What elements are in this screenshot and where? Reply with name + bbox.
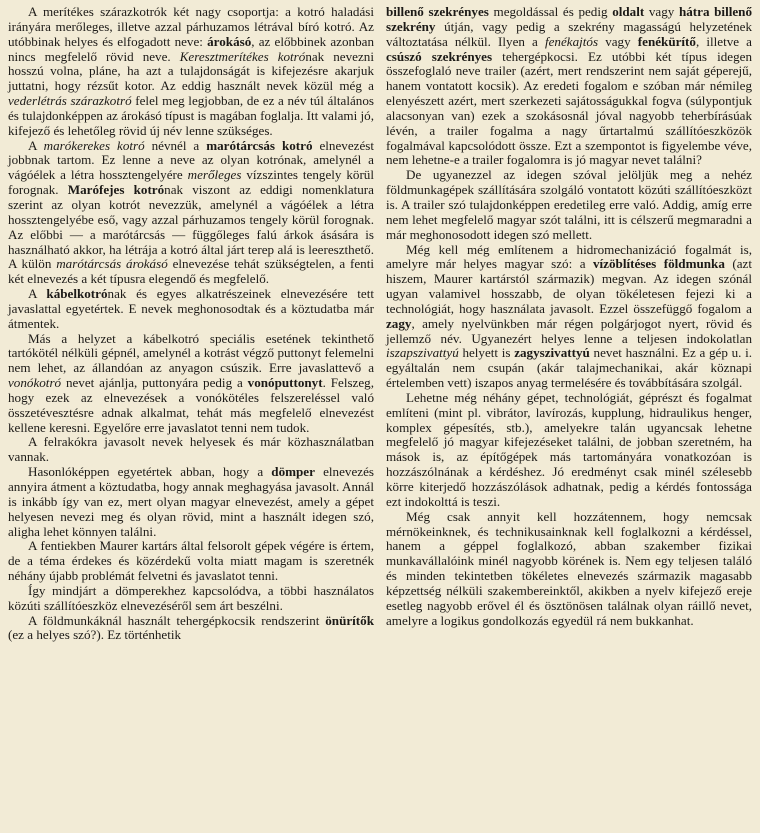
text-run: (ez a helyes szó?). Ez történhetik xyxy=(8,627,182,643)
paragraph xyxy=(8,539,374,584)
italic-term: vederlétrás szárazkotró xyxy=(8,93,132,109)
text-run: nevet használni. Ez a gép u. i. egyáltalán nem csupán (akár talajmechanikai, akár köznapi értelemben vett) iszapos anyag termelésére és továbbítására szolgál. xyxy=(386,345,753,391)
text-run: A merítékes szárazkotrók két nagy csoportja: a kotró haladási irányára merőleges, illetve azzal párhuzamos létrával bíró kotró. Az utóbbinak helyes és elfogadott neve: xyxy=(8,4,374,49)
paragraph xyxy=(8,287,374,332)
bold-term: vízöblítéses földmunka xyxy=(593,256,725,272)
bold-term: csúszó szekrényes xyxy=(386,48,493,64)
text-run: , amely nyelvünkben már régen polgárjogot nyert, rövid és jellemző név. Ugyanezért helyes lenne a teljesen indokolatlan xyxy=(386,315,752,346)
text-run: Más a helyzet a kábelkotró speciális esetének tekinthető tartókötél nélküli gépnél, amelynél a kotrást végző puttonyt felemelni nem lehet, az állandóan az anyagon csúszik. Erre javaslattevő a xyxy=(8,330,374,376)
italic-term: merőleges xyxy=(187,167,242,183)
bold-term: fenékürítő xyxy=(637,33,696,49)
text-run: De ugyanezzel az idegen szóval jelöljük meg a nehéz földmunkagépek szállítására szolgáló vontatott közúti szállítóeszközt is. A trailer szó tulajdonképpen eredetileg erre való. Addig, amíg erre nem lehet megfelelő magyar szót találni, itt is célszerű megmaradni a már meghonosodott idegen szó mellett. xyxy=(386,167,752,242)
text-run: (azt hiszem, Maurer kartárstól származik) megvan. Az idegen szónál ugyan valamivel hosszabb, de olyan tökéletesen fejezi ki a technológiát, hogy használata javasolt. Ezzel összefüggő fogalom a xyxy=(386,256,752,316)
bold-term: zagy xyxy=(386,315,412,331)
bold-term: árokásó xyxy=(207,33,252,49)
text-run: nevet ajánlja, puttonyára pedig a xyxy=(61,375,248,391)
text-run: A földmunkáknál használt tehergépkocsik rendszerint xyxy=(28,612,326,628)
text-run: felel meg legjobban, de ez a név túl általános és tulajdonképpen az árokásó típust is magában foglalja. Itt valami jó, kifejező és lehetőleg rövid új név lenne szükséges. xyxy=(8,93,374,138)
text-run: nak viszont az eddigi nomenklatura szerint az olyan kotrót nevezzük, amelynél a vágóélek a létra hossztengelyébe eső, vagy azzal párhuzamos tengely körül forognak. Az előbbi — a marótárcsás — függőleges falú árkok ásására is használható akkor, ha létrája a kotró által járt terep alá is leereszthető. A külön xyxy=(8,182,374,272)
text-run: elnevezést jobbnak tartom. Ez lenne a neve az olyan kotrónak, amelynél a vágóélek a létra hossztengelyére xyxy=(8,137,374,183)
italic-term: iszapszivattyú xyxy=(386,345,459,361)
text-run: A felrakókra javasolt nevek helyesek és már közhasználatban vannak. xyxy=(8,434,374,465)
text-run: vízszintes tengely körül forognak. xyxy=(8,167,374,198)
paragraph xyxy=(386,391,752,510)
bold-term: vonóputtonyt xyxy=(247,375,323,391)
text-run: , az előbbinek azonban nincs megfelelő rövid neve. xyxy=(8,33,374,64)
left-column xyxy=(8,5,374,829)
text-run: Hasonlóképpen egyetértek abban, hogy a xyxy=(28,464,272,480)
paragraph xyxy=(8,465,374,539)
text-run: elnevezése tehát szükségtelen, a fenti két elnevezés a két típusra elegendő és megfelelő. xyxy=(8,256,375,287)
text-run: Még csak annyit kell hozzátennem, hogy nemcsak mérnökeinknek, és technikusainknak kell foglalkozni a kérdéssel, hanem a géppel foglalkozó, abban szakember fizikai munkavállalóink minél nagyobb körének is. Nem egy teljesen találó és minden tekintetben tökéletes elnevezés származik magasabb képzettség nélküli szakembereinktől, akikben a nyelv kifejező ereje esetleg nagyobb erővel él és ösztönösen találnak olyan ráillő nevet, amelyre a logikus gondolkozás egyedül rá nem bukkanhat. xyxy=(386,508,752,628)
bold-term: billenő szekrényes xyxy=(386,4,489,19)
paragraph xyxy=(8,584,374,614)
italic-term: marókerekes kotró xyxy=(43,137,145,153)
text-run: vagy xyxy=(598,33,638,49)
bold-term: kábelkotró xyxy=(46,286,108,302)
bold-term: Marófejes kotró xyxy=(67,182,165,198)
text-run: névnél a xyxy=(144,137,207,153)
text-run: nak és egyes alkatrészeinek elnevezésére tett javaslattal egyetértek. E nevek meghonosodtak és a köztudatba már átmentek. xyxy=(8,286,375,331)
italic-term: fenékajtós xyxy=(544,33,599,49)
bold-term: hátra billenő szekrény xyxy=(386,4,752,34)
paragraph xyxy=(8,139,374,287)
paragraph xyxy=(386,168,752,242)
bold-term: zagyszivattyú xyxy=(514,345,590,361)
paragraph xyxy=(386,510,752,629)
paragraph xyxy=(8,614,374,644)
right-column xyxy=(386,5,752,829)
italic-term: marótárcsás árokásó xyxy=(56,256,168,272)
italic-term: vonókotró xyxy=(8,375,62,391)
italic-term: Keresztmerítékes kotró xyxy=(179,48,306,64)
text-run: vagy xyxy=(644,4,679,19)
text-run: elnevezés annyira átment a köztudatba, hogy annak meghagyása javasolt. Annál is inkább így van ez, mert olyan magyar elnevezést, amely a gépet helyesen nevezi meg és olyan rövid, mint a használt idegen szó, aligha lehet könnyen találni. xyxy=(8,464,374,539)
paragraph xyxy=(8,332,374,436)
text-run: tehergépkocsi. Ez utóbbi két típus idegen összefoglaló neve trailer (azért, mert rendszerint nem saját géperejű, hanem vontatott kocsik). Az eredeti fogalom e szóban már némileg elenyészett azért, mert szerkezeti sajátosságukkal fogva (súlypontjuk alacsonyan van) ezek a szokásosnál jóval nagyobb teherbírásúak lévén, a trailer fogalma a nagy űrtartalmú szállítóeszközök fogalmával kapcsolódott össze. Ezt a szempontot is figyelembe véve, nem lehetne-e a trailer fogalomra is jó magyar nevet találni? xyxy=(386,48,752,168)
bold-term: dömper xyxy=(271,464,315,480)
text-run: A fentiekben Maurer kartárs által felsorolt gépek végére is értem, de a téma érdekes és közérdekű volta miatt magam is szeretnék néhány újabb problémát felvetni és javaslatot tenni. xyxy=(8,538,374,584)
paragraph xyxy=(8,435,374,465)
text-run: . Felszeg, hogy ezek az elnevezések a vonókötéles felszereléssel való összetévesztésre adnak alkalmat, tehát más megfelelő elnevezést kellene keresni. Egyelőre erre javaslatot tenni nem tudok. xyxy=(8,375,374,435)
bold-term: önürítők xyxy=(325,612,374,628)
text-run: A xyxy=(28,137,44,153)
text-run: nak nevezni hosszú volna, pláne, ha azt a tulajdonságát is kifejezésre akarjuk juttatni, hogy rézsűt kotor. Az eddig használt nevek közül még a xyxy=(8,48,374,94)
text-run: megoldással és pedig xyxy=(488,4,613,19)
paragraph xyxy=(386,243,752,391)
text-run: Még kell még említenem a hidromechanizáció fogalmát is, amelyre már helyes magyar szó: a xyxy=(386,241,752,272)
bold-term: marótárcsás kotró xyxy=(206,137,313,153)
paragraph xyxy=(8,5,374,139)
text-run: Lehetne még néhány gépet, technológiát, géprészt és fogalmat említeni (mint pl. vibrátor, lavírozás, kupplung, hidraulikus henger, komplex gépesítés, stb.), amelyekre talán ugyancsak lehetne megfelelő jó magyar kifejezéseket találni, de jobban szeretném, ha mások is, az építőgépek más tartományára vonatkozóan is hozzászólnának a kérdéshez. Jó eredményt csak minél szélesebb körre kiterjedő hozzászólások adhatnak, pedig a kérdés fontossága ezt indokolttá is teszi. xyxy=(386,389,752,509)
text-run: útján, vagy pedig a szekrény magasságú helyzetének változtatása nélkül. Ilyen a xyxy=(386,18,752,49)
text-run: , illetve a xyxy=(695,33,752,49)
bold-term: oldalt xyxy=(612,4,645,19)
text-run: A xyxy=(28,286,47,302)
text-run: Így mindjárt a dömperekhez kapcsolódva, a többi használatos közúti szállítóeszköz elnevezéséről sem árt beszélni. xyxy=(8,582,374,613)
paragraph xyxy=(386,5,752,168)
text-run: helyett is xyxy=(458,345,515,361)
